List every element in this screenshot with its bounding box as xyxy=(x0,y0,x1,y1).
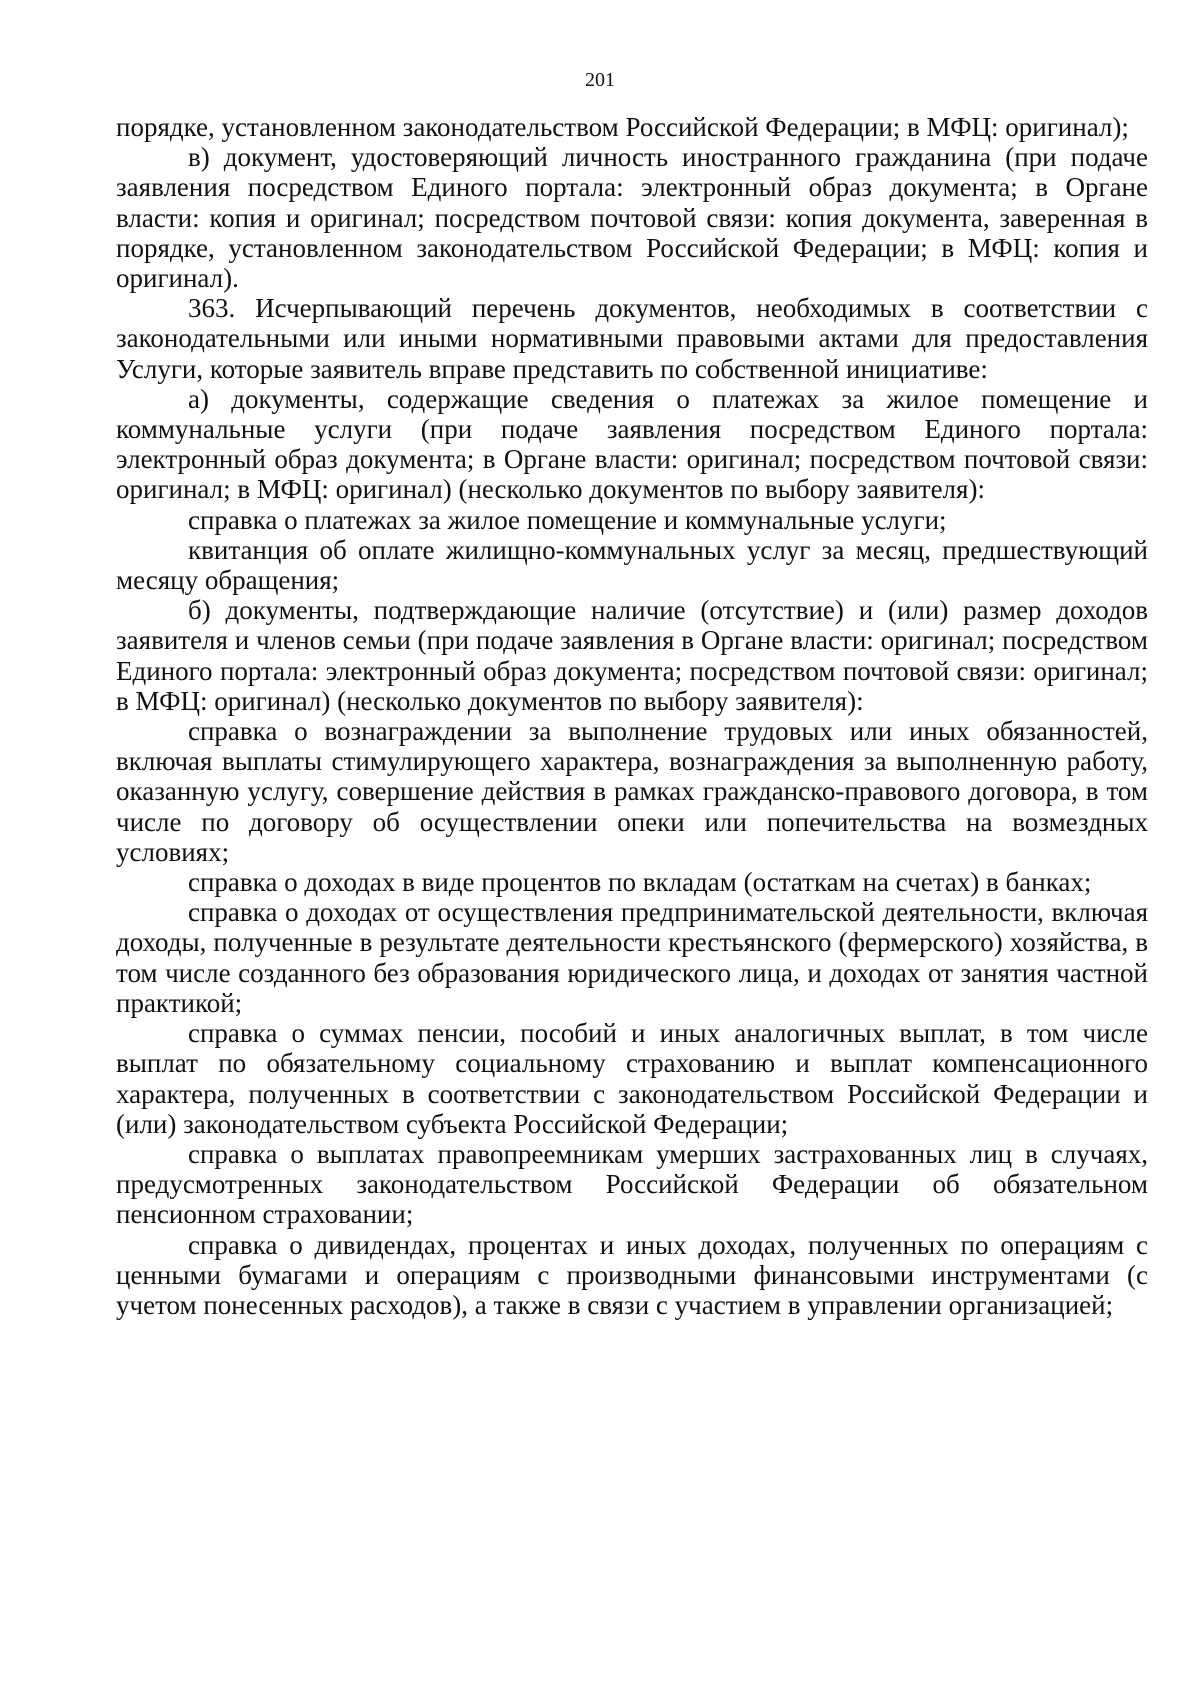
list-item: квитанция об оплате жилищно-коммунальных услуг за месяц, предшествующий месяцу обращения; xyxy=(116,534,1148,596)
paragraph-item-b: б) документы, подтверждающие наличие (отсутствие) и (или) размер доходов заявителя и членов семьи (при подаче заявления в Органе власти: оригинал; посредством Единого портала: электронный образ документа; посредством почтовой связи: оригинал; в МФЦ: оригинал) (несколько документов по выбору заявителя): xyxy=(116,595,1148,716)
paragraph-item-v: в) документ, удостоверяющий личность иностранного гражданина (при подаче заявления посредством Единого портала: электронный образ документа; в Органе власти: копия и оригинал; посредством почтовой связи: копия документа, заверенная в порядке, установленном законодательством Российской Федерации; в МФЦ: копия и оригинал). xyxy=(116,142,1148,294)
paragraph-item-a: а) документы, содержащие сведения о платежах за жилое помещение и коммунальные услуги (при подаче заявления посредством Единого портала: электронный образ документа; в Органе власти: оригинал; посредством почтовой связи: оригинал; в МФЦ: оригинал) (несколько документов по выбору заявителя): xyxy=(116,383,1148,505)
list-item: справка о выплатах правопреемникам умерших застрахованных лиц в случаях, предусмотренных законодательством Российской Федерации об обязательном пенсионном страховании; xyxy=(116,1138,1148,1230)
list-item: справка о дивидендах, процентах и иных доходах, полученных по операциям с ценными бумагами и операциям с производными финансовыми инструментами (с учетом понесенных расходов), а также в связи с участием в управлении организацией; xyxy=(116,1229,1148,1320)
list-item: справка о суммах пенсии, пособий и иных аналогичных выплат, в том числе выплат по обязательному социальному страхованию и выплат компенсационного характера, полученных в соответствии с законодательством Российской Федерации и (или) законодательством субъекта Российской Федерации; xyxy=(116,1018,1148,1139)
document-body xyxy=(116,112,1148,1320)
page-number: 201 xyxy=(585,69,615,91)
list-item: справка о вознаграждении за выполнение трудовых или иных обязанностей, включая выплаты стимулирующего характера, вознаграждения за выполненную работу, оказанную услугу, совершение действия в рамках гражданско-правового договора, в том числе по договору об осуществлении опеки или попечительства на возмездных условиях; xyxy=(116,716,1148,867)
paragraph-363: 363. Исчерпывающий перечень документов, необходимых в соответствии с законодательными или иными нормативными правовыми актами для предоставления Услуги, которые заявитель вправе представить по собственной инициативе: xyxy=(116,293,1148,384)
list-item: справка о доходах от осуществления предпринимательской деятельности, включая доходы, полученные в результате деятельности крестьянского (фермерского) хозяйства, в том числе созданного без образования юридического лица, и доходах от занятия частной практикой; xyxy=(116,897,1148,1018)
paragraph-continuation: порядке, установленном законодательством Российской Федерации; в МФЦ: оригинал); xyxy=(116,112,1129,142)
list-item: справка о платежах за жилое помещение и коммунальные услуги; xyxy=(188,504,947,535)
list-item: справка о доходах в виде процентов по вкладам (остаткам на счетах) в банках; xyxy=(188,867,1092,898)
